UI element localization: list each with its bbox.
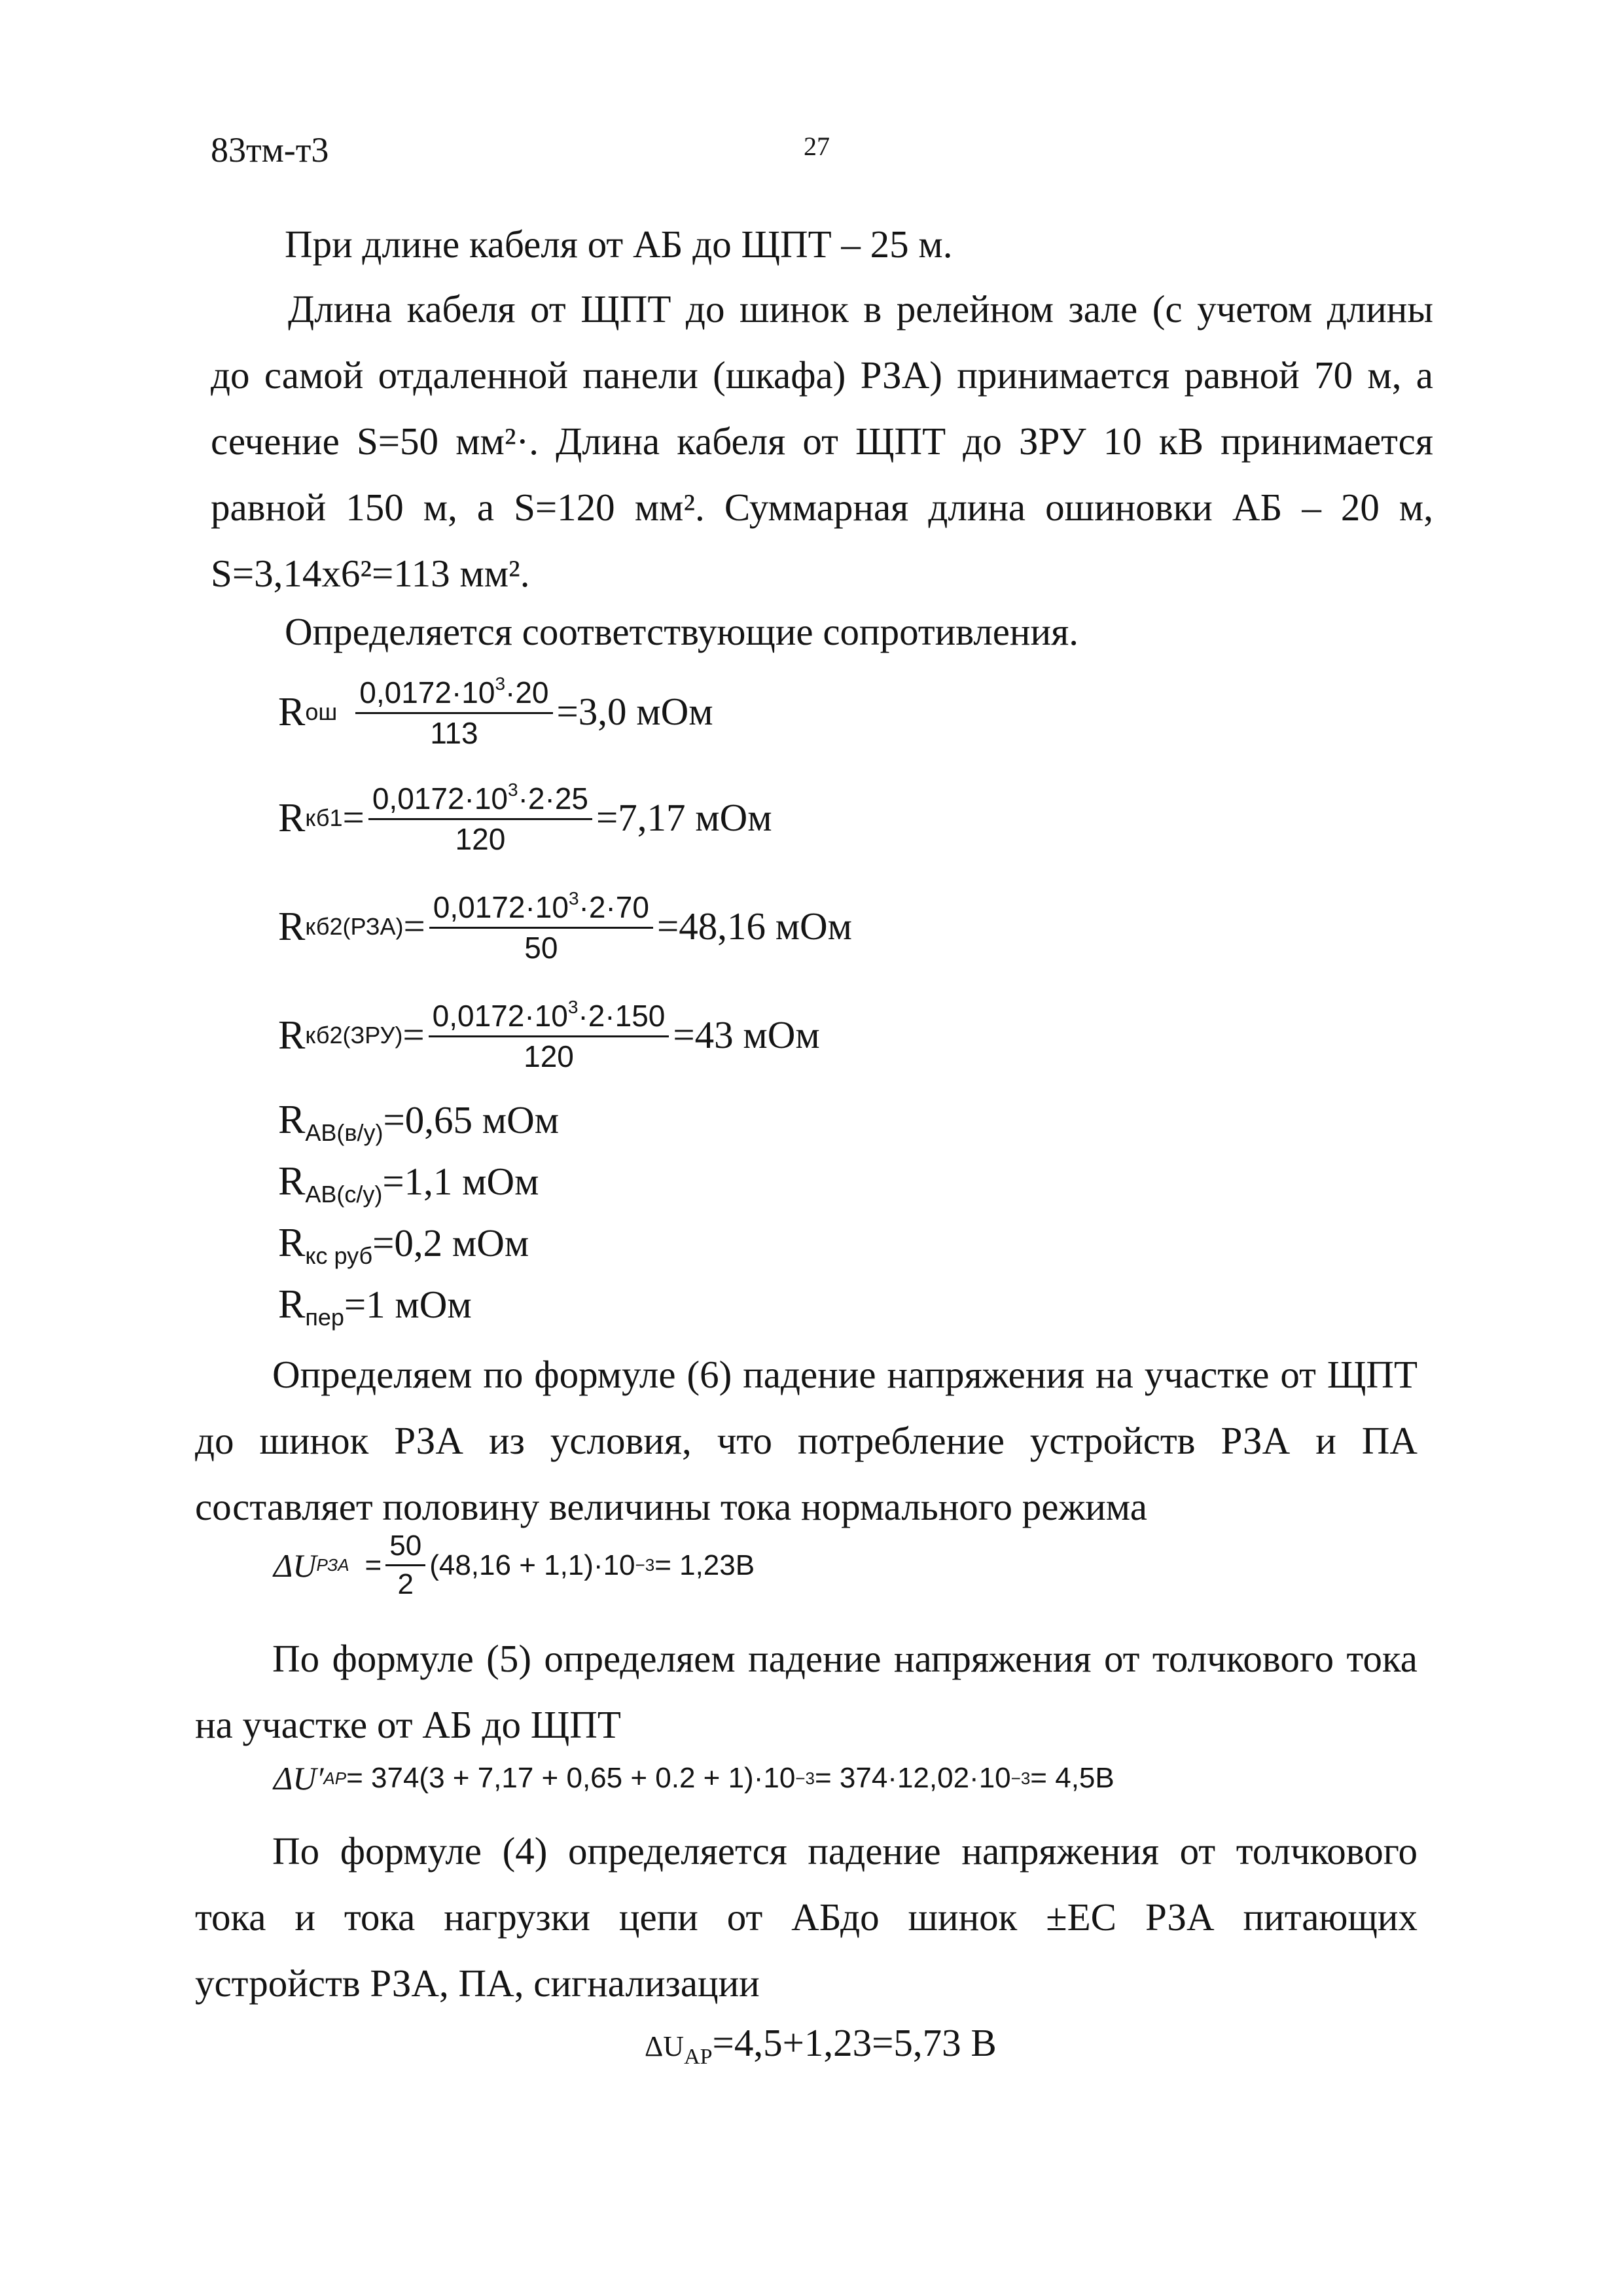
fraction: $\frac{0,0172\cdot 10^3\cdot 20}{113}$: [355, 674, 552, 749]
fraction: $\frac{0,0172\cdot 10^3\cdot 2\cdot 25}{120}$: [368, 780, 592, 855]
fraction: $\frac{0,0172\cdot 10^3\cdot 2\cdot 150}{120}$: [429, 997, 669, 1073]
text-line: на участке от АБ до ЩПТ: [195, 1703, 621, 1746]
paragraph-formula-5: [195, 1626, 1418, 1758]
text-line: Длина кабеля от ЩПТ до шинок в релейном зале (с учетом длины: [288, 287, 1433, 331]
text-line: Определяем по формуле (6) падение напряжения на участке от ЩПТ: [272, 1353, 1418, 1396]
formula-r-kb2-zru: R кб2(ЗРУ) = $\frac{0,0172\cdot 10^3\cdot 2\cdot 150}{120}$ =43 мОм: [278, 997, 820, 1073]
text-line: По формуле (5) определяем падение напряжения от толчкового тока: [272, 1637, 1418, 1680]
text-line: По формуле (4) определяется падение напряжения от толчкового: [272, 1829, 1418, 1873]
text-line: При длине кабеля от АБ до ЩПТ – 25 м.: [285, 223, 953, 266]
formula-r-osh: R ош $\frac{0,0172\cdot 10^3\cdot 20}{113}$ =3,0 мОм: [278, 673, 713, 750]
text-line: S=3,14x6²=113 мм².: [211, 552, 530, 595]
equation-du-ar: ΔU′ АР = 374(3 + 7,17 + 0,65 + 0.2 + 1)·10 −3 = 374·12,02·10 −3 = 4,5В: [274, 1760, 1115, 1797]
text-line: до шинок РЗА из условия, что потребление устройств РЗА и ПА: [195, 1419, 1418, 1462]
paragraph-resistances-intro: [285, 599, 1201, 665]
formula-r-av-su: $R_{АВ(с/у)}=1,1$ мОм: [278, 1159, 539, 1208]
formula-r-kb1: R кб1 = $\frac{0,0172\cdot 10^3\cdot 2\cdot 25}{120}$ =7,17 мОм: [278, 780, 772, 856]
formula-r-per: $R_{пер}=1$ мОм: [278, 1282, 472, 1331]
fraction: $\frac{50}{2}$: [385, 1530, 425, 1601]
text-line: равной 150 м, а S=120 мм². Суммарная длина ошиновки АБ – 20 м,: [211, 486, 1433, 529]
fraction: $\frac{0,0172\cdot 10^3\cdot 2\cdot 70}{50}$: [429, 889, 653, 964]
text-line: сечение S=50 мм²·. Длина кабеля от ЩПТ до ЗРУ 10 кВ принимается: [211, 420, 1433, 463]
page-number: 27: [804, 132, 830, 161]
text-line: составляет половину величины тока нормального режима: [195, 1485, 1147, 1528]
paragraph-cable-length: [285, 211, 1201, 278]
paragraph-formula-6: [195, 1342, 1418, 1540]
text-line: устройств РЗА, ПА, сигнализации: [195, 1962, 760, 2005]
formula-r-kb2-rza: R кб2(РЗА) = $\frac{0,0172\cdot 10^3\cdot 2\cdot 70}{50}$ =48,16 мОм: [278, 888, 852, 965]
equation-du-ar-total: $\Delta U_{АР}=4,5+1,23=5,73$ В: [645, 2021, 997, 2069]
formula-r-ks-rub: $R_{кс руб}=0,2$ мОм: [278, 1221, 529, 1269]
paragraph-cable-sections: [211, 276, 1433, 607]
document-code: 83тм-т3: [211, 130, 329, 170]
paragraph-formula-4: [195, 1818, 1418, 2017]
formula-r-av-vu: $R_{АВ(в/у)}=0,65$ мОм: [278, 1098, 560, 1146]
text-line: Определяется соответствующие сопротивления.: [285, 610, 1079, 653]
equation-du-rza: ΔU РЗА = $\frac{50}{2}$ (48,16 + 1,1)·10 −3 = 1,23В: [274, 1530, 755, 1601]
text-line: тока и тока нагрузки цепи от АБдо шинок ±ЕС РЗА питающих: [195, 1895, 1418, 1939]
text-line: до самой отдаленной панели (шкафа) РЗА) принимается равной 70 м, а: [211, 353, 1433, 397]
